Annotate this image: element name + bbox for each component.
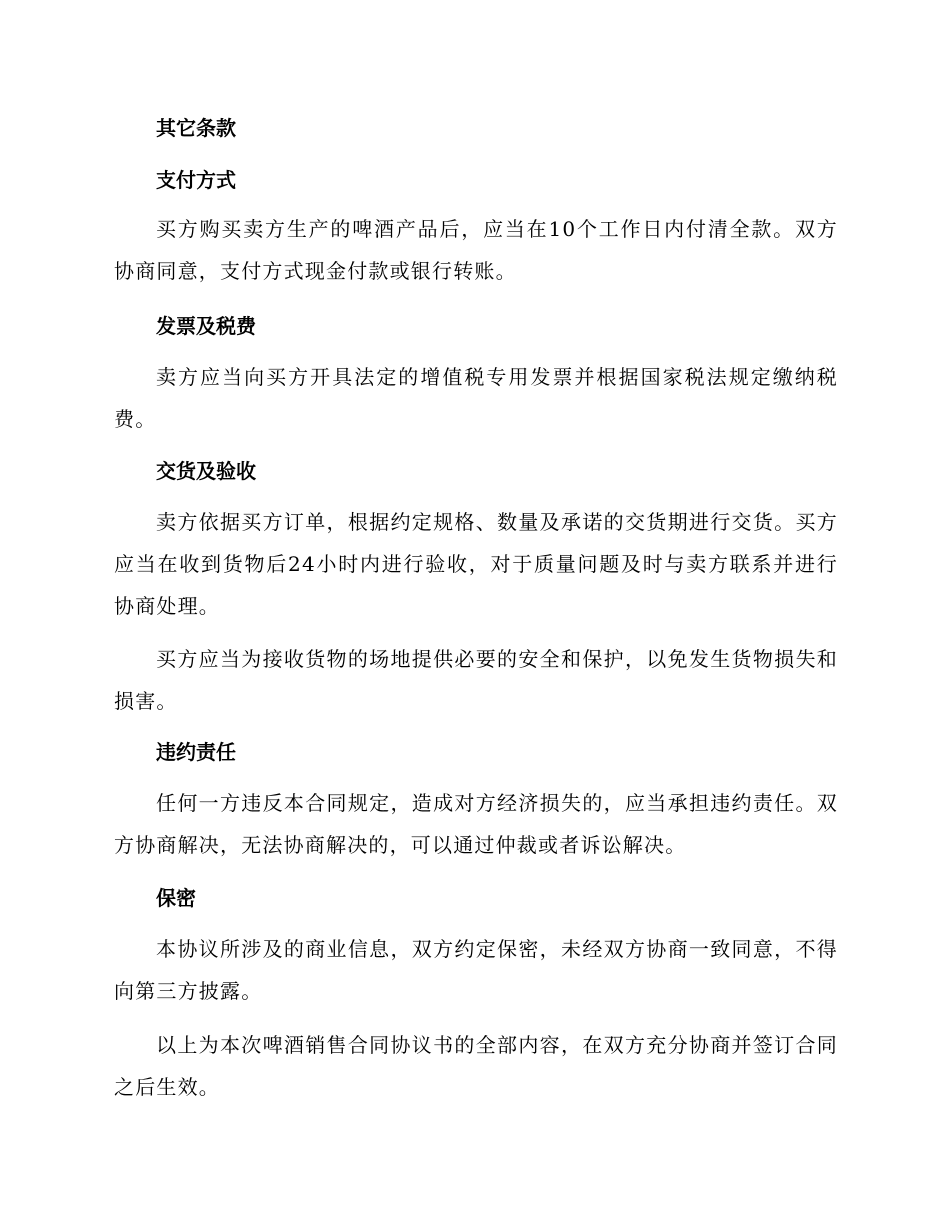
section-heading-confidentiality: 保密 xyxy=(156,886,196,910)
paragraph-closing: 以上为本次啤酒销售合同协议书的全部内容，在双方充分协商并签订合同之后生效。 xyxy=(114,1033,838,1099)
paragraph-payment: 买方购买卖方生产的啤酒产品后，应当在10个工作日内付清全款。双方协商同意，支付方式现金付款或银行转账。 xyxy=(114,217,838,283)
section-heading-delivery: 交货及验收 xyxy=(156,459,256,483)
section-heading-invoice-tax: 发票及税费 xyxy=(156,314,256,338)
paragraph-invoice-tax: 卖方应当向买方开具法定的增值税专用发票并根据国家税法规定缴纳税费。 xyxy=(114,365,838,431)
section-heading-other-terms: 其它条款 xyxy=(156,116,236,140)
paragraph-delivery-safety: 买方应当为接收货物的场地提供必要的安全和保护，以免发生货物损失和损害。 xyxy=(114,647,838,713)
section-heading-liability: 违约责任 xyxy=(156,740,236,764)
paragraph-liability: 任何一方违反本合同规定，造成对方经济损失的，应当承担违约责任。双方协商解决，无法协商解决的，可以通过仲裁或者诉讼解决。 xyxy=(114,791,838,857)
section-heading-payment: 支付方式 xyxy=(156,168,236,192)
paragraph-confidentiality: 本协议所涉及的商业信息，双方约定保密，未经双方协商一致同意，不得向第三方披露。 xyxy=(114,937,838,1003)
paragraph-delivery: 卖方依据买方订单，根据约定规格、数量及承诺的交货期进行交货。买方应当在收到货物后24小时内进行验收，对于质量问题及时与卖方联系并进行协商处理。 xyxy=(114,510,838,618)
